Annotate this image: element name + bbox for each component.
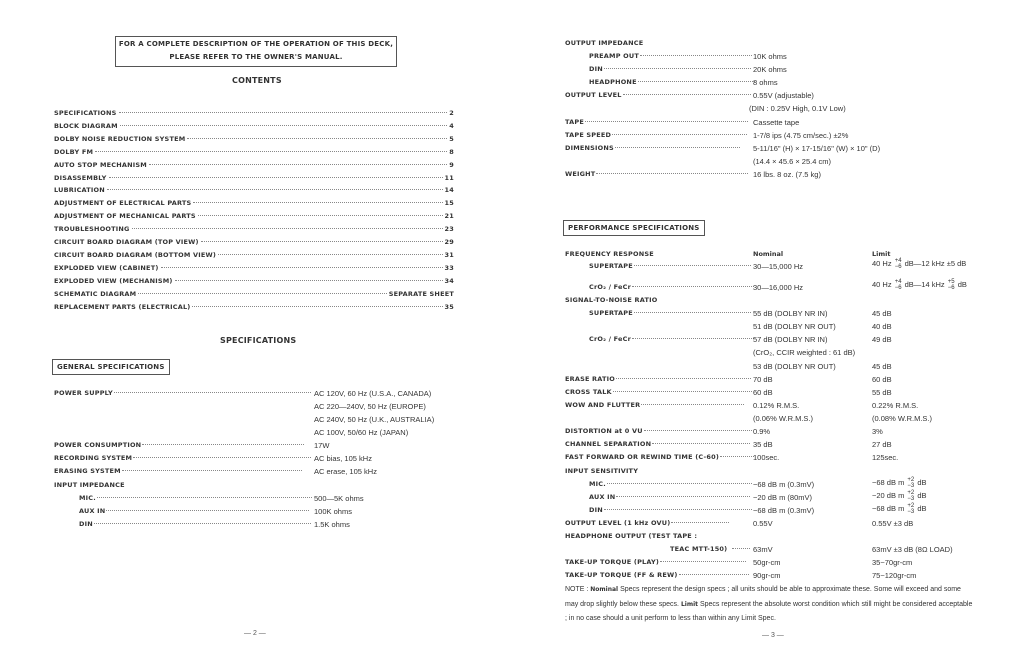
spec-input-sens-din: DIN <box>589 506 753 519</box>
snr-cro2-ccir-note: (CrO₂, CCIR weighted : 61 dB) <box>753 348 856 357</box>
spec-headphone: HEADPHONE <box>589 78 756 91</box>
snr-supertape-nominal-2: 51 dB (DOLBY NR OUT) <box>753 322 836 331</box>
spec-ff-rew-time: FAST FORWARD OR REWIND TIME (C-60) <box>565 453 755 466</box>
toc-entry-label: EXPLODED VIEW (MECHANISM) <box>54 276 173 285</box>
spec-power-consumption: POWER CONSUMPTION <box>54 441 305 454</box>
power-consumption-value: 17W <box>314 441 330 450</box>
toc-entry-page: 15 <box>444 199 454 208</box>
spec-din-impedance: DIN <box>79 520 312 533</box>
spec-snr-cro2: CrO₂ / FeCr <box>589 335 755 348</box>
erase-ratio-nominal: 70 dB <box>753 375 773 384</box>
erasing-system-value: AC erase, 105 kHz <box>314 467 377 476</box>
spec-erase-ratio: ERASE RATIO <box>565 375 752 388</box>
dimensions-metric-value: (14.4 × 45.6 × 25.4 cm) <box>753 157 831 166</box>
dimensions-value: 5-11/16" (H) × 17-15/16" (W) × 10" (D) <box>753 144 881 153</box>
headphone-value: 8 ohms <box>753 78 778 87</box>
input-sensitivity-label: INPUT SENSITIVITY <box>565 467 639 475</box>
spec-dimensions: DIMENSIONS <box>565 144 741 157</box>
spec-output-level: OUTPUT LEVEL <box>565 91 752 104</box>
toc-entry-label: TROUBLESHOOTING <box>54 225 130 234</box>
toc-entry-page: 33 <box>444 263 454 272</box>
spec-output-level-1khz: OUTPUT LEVEL (1 kHz OVU) <box>565 519 730 532</box>
spec-recording-system: RECORDING SYSTEM <box>54 454 312 467</box>
toc-entry-label: DOLBY NOISE REDUCTION SYSTEM <box>54 134 186 143</box>
weight-value: 16 lbs. 8 oz. (7.5 kg) <box>753 170 821 179</box>
spec-note: NOTE : Nominal Specs represent the design specs ; all units should be able to approximate these. Some will exceed and some may drop slightly below these specs. Limit Specs represent the absolute worst condition which still might be considered acceptable ; in no case should a unit perform to less than within any Limit Spec. <box>565 586 973 622</box>
preamp-out-value: 10K ohms <box>753 52 787 61</box>
snr-cro2-limit-2: 45 dB <box>872 362 892 371</box>
spec-erasing-system: ERASING SYSTEM <box>54 467 303 480</box>
toc-entry-label: AUTO STOP MECHANISM <box>54 160 147 169</box>
spec-mic-impedance: MIC. <box>79 494 313 507</box>
toc-entry-page: 35 <box>444 302 454 311</box>
teac-nominal: 63mV <box>753 545 773 554</box>
channel-separation-limit: 27 dB <box>872 440 892 449</box>
distortion-nominal: 0.9% <box>753 427 771 436</box>
page-number-3: — 3 — <box>762 632 784 639</box>
toc-entry-page: 29 <box>444 238 454 246</box>
wow-flutter-nominal: 0.12% R.M.S. <box>753 401 800 410</box>
power-supply-value-4: AC 100V, 50/60 Hz (JAPAN) <box>314 428 409 437</box>
spec-distortion: DISTORTION at 0 VU <box>565 427 753 440</box>
page-number-2: — 2 — <box>244 630 266 637</box>
input-sens-mic-limit: −68 dB m +2 −3 dB <box>872 477 927 489</box>
nominal-column-header: Nominal <box>753 250 784 258</box>
toc-entry-page: 14 <box>444 186 454 195</box>
spec-snr-supertape: SUPERTAPE <box>589 309 752 322</box>
toc-entry-label: LUBRICATION <box>54 186 105 195</box>
distortion-limit: 3% <box>872 427 883 436</box>
tape-value: Cassette tape <box>753 118 800 127</box>
contents-title: CONTENTS <box>232 76 282 85</box>
notice-line-2: PLEASE REFER TO THE OWNER'S MANUAL. <box>169 53 343 61</box>
headphone-output-label: HEADPHONE OUTPUT (TEST TAPE : <box>565 532 698 540</box>
spec-fr-cro2: CrO₂ / FeCr <box>589 283 755 296</box>
fr-supertape-nominal: 30—15,000 Hz <box>753 262 804 271</box>
spec-aux-in-impedance: AUX IN <box>79 507 310 520</box>
spec-input-sens-aux: AUX IN <box>589 493 751 506</box>
input-sens-aux-nominal: −20 dB m (80mV) <box>753 493 812 502</box>
toc-entry-label: CIRCUIT BOARD DIAGRAM (BOTTOM VIEW) <box>54 250 217 259</box>
toc-entry-label: SPECIFICATIONS <box>54 109 117 117</box>
toc-entry-label: SCHEMATIC DIAGRAM <box>54 289 137 298</box>
torque-play-nominal: 50gr-cm <box>753 558 781 567</box>
toc-entry-label: ADJUSTMENT OF MECHANICAL PARTS <box>54 212 196 221</box>
ff-rew-time-nominal: 100sec. <box>753 453 780 462</box>
din-impedance-value: 1.5K ohms <box>314 520 350 529</box>
torque-ff-rew-limit: 75~120gr-cm <box>872 571 917 580</box>
snr-supertape-nominal-1: 55 dB (DOLBY NR IN) <box>753 309 828 318</box>
recording-system-value: AC bias, 105 kHz <box>314 454 372 463</box>
fr-cro2-limit: 40 Hz +4 −6 dB—14 kHz +5 −6 dB <box>872 279 967 291</box>
performance-specifications-heading: PERFORMANCE SPECIFICATIONS <box>563 220 705 236</box>
spec-cross-talk: CROSS TALK <box>565 388 753 401</box>
power-supply-value-3: AC 240V, 50 Hz (U.K., AUSTRALIA) <box>314 415 435 424</box>
input-sens-mic-nominal: −68 dB m (0.3mV) <box>753 480 815 489</box>
wow-flutter-nominal-wrms: (0.06% W.R.M.S.) <box>753 414 814 423</box>
spec-din-out: DIN <box>589 65 752 78</box>
cross-talk-limit: 55 dB <box>872 388 892 397</box>
notice-line-1: FOR A COMPLETE DESCRIPTION OF THE OPERATION OF THIS DECK, <box>118 40 394 48</box>
input-impedance-label: INPUT IMPEDANCE <box>54 481 125 489</box>
output-level-1khz-nominal: 0.55V <box>753 519 773 528</box>
snr-cro2-nominal-1: 57 dB (DOLBY NR IN) <box>753 335 828 344</box>
erase-ratio-limit: 60 dB <box>872 375 892 384</box>
output-level-value: 0.55V (adjustable) <box>753 91 814 100</box>
fr-supertape-limit: 40 Hz +4 −6 dB—12 kHz ±5 dB <box>872 258 967 270</box>
toc-entry-page: 21 <box>444 212 454 221</box>
specifications-title: SPECIFICATIONS <box>220 336 297 345</box>
toc-entry-page: SEPARATE SHEET <box>388 289 454 298</box>
output-impedance-label: OUTPUT IMPEDANCE <box>565 39 644 47</box>
toc-entry-label: BLOCK DIAGRAM <box>54 121 118 130</box>
toc-entry-label: ADJUSTMENT OF ELECTRICAL PARTS <box>54 199 192 208</box>
toc-entry-page: 34 <box>444 276 454 285</box>
tape-speed-value: 1-7/8 ips (4.75 cm/sec.) ±2% <box>753 131 849 140</box>
teac-limit: 63mV ±3 dB (8Ω LOAD) <box>872 545 953 554</box>
mic-impedance-value: 500—5K ohms <box>314 494 364 503</box>
snr-cro2-nominal-2: 53 dB (DOLBY NR OUT) <box>753 362 836 371</box>
snr-cro2-limit-1: 49 dB <box>872 335 892 344</box>
spec-tape: TAPE <box>565 118 749 131</box>
frequency-response-label: FREQUENCY RESPONSE <box>565 250 654 258</box>
aux-in-impedance-value: 100K ohms <box>314 507 352 516</box>
toc-entry-label: REPLACEMENT PARTS (ELECTRICAL) <box>54 302 191 311</box>
toc-entry-page: 11 <box>444 173 454 182</box>
input-sens-din-nominal: −68 dB m (0.3mV) <box>753 506 815 515</box>
cross-talk-nominal: 60 dB <box>753 388 773 397</box>
wow-flutter-limit: 0.22% R.M.S. <box>872 401 919 410</box>
snr-supertape-limit-1: 45 dB <box>872 309 892 318</box>
general-specifications-heading: GENERAL SPECIFICATIONS <box>52 359 170 375</box>
spec-torque-play: TAKE-UP TORQUE (PLAY) <box>565 558 747 571</box>
power-supply-value-2: AC 220—240V, 50 Hz (EUROPE) <box>314 402 426 411</box>
input-sens-din-limit: −68 dB m +2 −3 dB <box>872 503 927 515</box>
snr-supertape-limit-2: 40 dB <box>872 322 892 331</box>
output-level-din-value: (DIN : 0.25V High, 0.1V Low) <box>749 104 846 113</box>
toc-entry-page: 8 <box>449 147 454 156</box>
spec-power-supply: POWER SUPPLY <box>54 389 312 402</box>
toc-entry-label: DOLBY FM <box>54 147 94 156</box>
ff-rew-time-limit: 125sec. <box>872 453 899 462</box>
torque-ff-rew-nominal: 90gr-cm <box>753 571 781 580</box>
toc-entry-page: 31 <box>444 250 454 259</box>
wow-flutter-limit-wrms: (0.08% W.R.M.S.) <box>872 414 933 423</box>
spec-tape-speed: TAPE SPEED <box>565 131 748 144</box>
toc-entry-page: 2 <box>449 109 454 117</box>
toc-entry-label: CIRCUIT BOARD DIAGRAM (TOP VIEW) <box>54 238 199 246</box>
din-out-value: 20K ohms <box>753 65 787 74</box>
toc-entry-page: 5 <box>449 134 454 143</box>
spec-preamp-out: PREAMP OUT <box>589 52 753 65</box>
input-sens-aux-limit: −20 dB m +2 −3 dB <box>872 490 927 502</box>
fr-cro2-nominal: 30—16,000 Hz <box>753 283 804 292</box>
channel-separation-nominal: 35 dB <box>753 440 773 449</box>
toc-entry-label: EXPLODED VIEW (CABINET) <box>54 263 159 272</box>
signal-to-noise-label: SIGNAL-TO-NOISE RATIO <box>565 296 658 304</box>
spec-fr-supertape: SUPERTAPE <box>589 262 752 275</box>
toc-entry-label: DISASSEMBLY <box>54 173 107 182</box>
spec-weight: WEIGHT <box>565 170 749 183</box>
toc-entry-page: 9 <box>449 160 454 169</box>
spec-torque-ff-rew: TAKE-UP TORQUE (FF & REW) <box>565 571 750 584</box>
output-level-1khz-limit: 0.55V ±3 dB <box>872 519 914 528</box>
power-supply-value-1: AC 120V, 60 Hz (U.S.A., CANADA) <box>314 389 432 398</box>
toc-entry-page: 4 <box>449 121 454 130</box>
torque-play-limit: 35~70gr-cm <box>872 558 913 567</box>
spec-input-sens-mic: MIC. <box>589 480 753 493</box>
spec-wow-flutter: WOW AND FLUTTER <box>565 401 745 414</box>
limit-column-header: Limit <box>872 250 891 258</box>
spec-teac-mtt-150: TEAC MTT-150) <box>670 545 751 558</box>
spec-channel-separation: CHANNEL SEPARATION <box>565 440 751 453</box>
toc-entry-page: 23 <box>444 225 454 234</box>
